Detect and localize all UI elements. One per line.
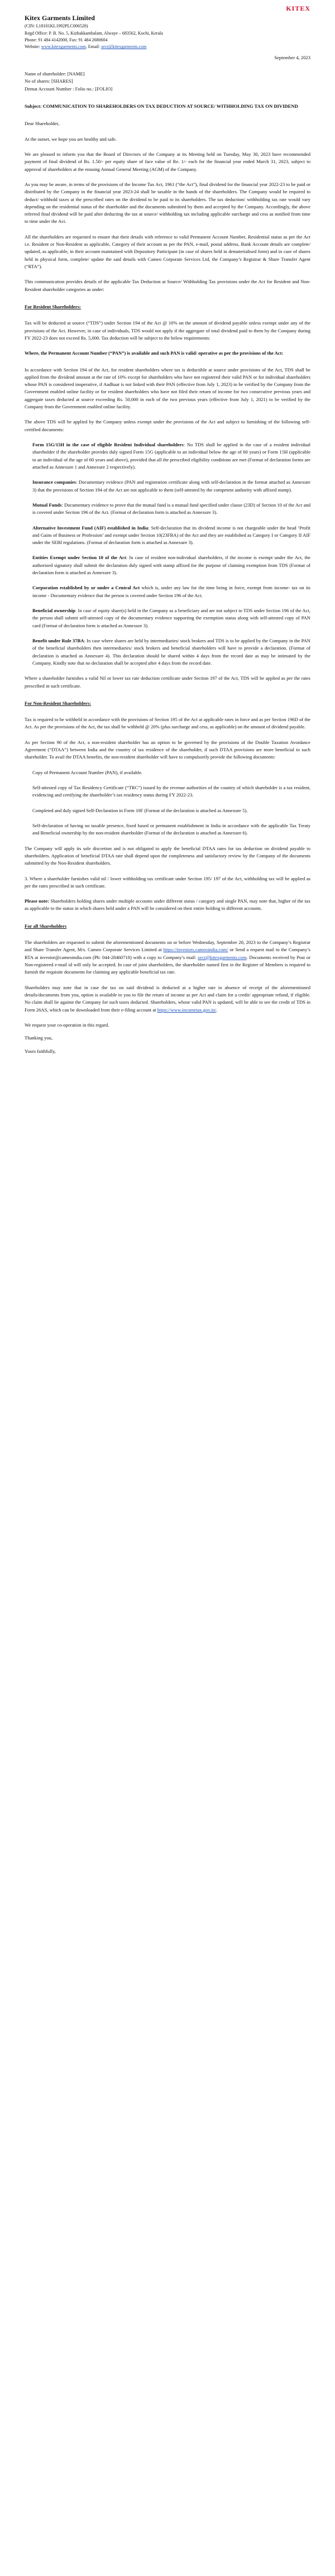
nonresident-doc-trc: Self-attested copy of Tax Residency Certificate (“TRC”) issued by the revenue authorities of the country of which shareholder is a tax resident, evidencing and certifying the shareholder’s tax residency status during FY 2022-23. [32,785,310,798]
cooperation-line: We request your co-operation in this regard. [25,1022,109,1028]
all-paragraph-1-part-c: . Documents received by Post or Non-registered e-mail id will only be accepted. In case of joint shareholders, the shareholder named first in the Register of Members is required to furnish the requisite documents for claiming any applicable beneficial tax rate. [25,954,310,975]
subject-text: COMMUNICATION TO SHAREHOLDERS ON TAX DEDUCTION AT SOURCE/ WITHHOLDING TAX ON DIVIDEND [42,103,298,109]
aif-label: Alternative Investment Fund (AIF) established in India [32,524,149,531]
entities-text: : In case of resident non-individual shareholders, if the income is exempt under the Act, the authorized signatory shall submit the declaration duly signed with stamp affixed for the purpose of claiming exemption from TDS (Format of declaration form is attached as Annexure 3). [32,555,310,576]
subject-line [25,103,310,110]
company-web-email [25,44,310,50]
shareholder-details [25,70,310,93]
all-paragraph-2-part-b: . [216,1006,218,1013]
entities-item [32,554,310,576]
insurance-text: : Documentary evidence (PAN and registration certificate along with self-declaration in the format attached as Annexure 3) that the provisions of Section 194 of the Act are not applicable to them (self-attested by the competent authority with affixed stamp). [32,479,310,493]
company-contact: Phone: 91 484 4142000, Fax: 91 484 2680604 [25,37,108,42]
rule37ba-text: : In case where shares are held by intermediaries/ stock brokers and TDS is to be applied by the Company in the PAN of the beneficial shareholders then intermediaries/ stock brokers and beneficial shareholders will have to provide a declaration. (Format of declaration is attached as Annexure 4). This declaration should be shared within 4 days from the record date as may be intimated by the Company. Kindly note that no declaration shall be accepted after 4 days from the record date. [32,637,310,666]
letter-page [0,0,335,1061]
greeting: At the outset, we hope you are healthy and safe. [25,136,117,142]
letterhead [25,13,310,51]
beneficial-text: : In case of equity share(s) held in the Company as a beneficiary and are not subject to TDS under Section 196 of the Act, the person shall submit self-attested copy of the documentary evidence supporting the exemption status along with self-attested copy of PAN card (Format of declaration form is attached as Annexure 3). [32,608,310,628]
website-link[interactable]: www.kitexgarments.com [41,44,86,50]
corporation-text: which is, under any law for the time being in force, exempt from income- tax on its income - Documentary evidence that the person is covered under Section 196 of the Act. [32,585,311,598]
form15-item [32,441,310,471]
website-prefix: Website: [25,44,40,50]
mutual-fund-text: : Documentary evidence to prove that the mutual fund is a mutual fund specified under clause (23D) of Section 10 of the Act and is covered under Section 196 of the Act. (Format of declaration form is attached as Annexure 3). [32,502,311,516]
nonresident-heading: For Non-Resident Shareholders: [25,700,92,706]
please-note-label: Please note: [25,898,49,904]
rule37ba-label: Benefit under Rule 37BA [32,637,84,643]
form15-label: Form 15G/15H in the case of eligible Resident Individual shareholders [32,442,184,447]
all-paragraph-2 [25,984,310,1014]
entities-label: Entities Exempt under Section 10 of the Act [32,555,126,561]
incometax-link[interactable]: https://www.incometax.gov.in/ [157,1006,217,1013]
intro-paragraph-1: We are pleased to inform you that the Board of Directors of the Company at its Meeting held on Tuesday, May 30, 2023 have recommended payment of final dividend of Rs. 1.50/- per equity share of face value of Re. 1/- each for the financial year ended March 31, 2023, subject to approval of shareholders at the ensuing Annual General Meeting (AGM) of the Company. [25,151,310,172]
all-paragraph-2-part-a: Shareholders may note that in case the tax on said dividend is deducted at a higher rate in absence of receipt of the aforementioned details/documents from you, option is available to you to file the return of income as per Act and claim for a credit/ appropriate refund, if eligible. No claim shall lie against the Company for such taxes deducted. Shareholders, whose valid PAN is updated, will be able to see the credit of TDS in Form 26AS, which can be downloaded from their e-filing account at [25,984,310,1013]
resident-heading: For Resident Shareholders: [25,303,81,309]
beneficial-label: Beneficial ownership [32,608,75,613]
mutual-fund-label: Mutual Funds [32,502,62,508]
cameo-portal-link[interactable]: https://investors.cameoindia.com/ [163,947,228,953]
resident-paragraph-3: The above TDS will be applied by the Company unless exempt under the provisions of the Act and subject to furnishing of the following self-certified documents: [25,419,310,432]
company-mail-link[interactable]: secr@kitexgarments.com [198,954,247,960]
please-note-text: Shareholders holding shares under multiple accounts under different status / category and single PAN, may note that, higher of the tax as applicable to the status in which shares held under a PAN will be considered on their entire holding in different accounts. [25,898,311,912]
company-address: Regd Office: P. B. No. 5, Kizhakkambalam, Alwaye – 683562, Kochi, Kerala [25,30,163,36]
email-link[interactable]: secr@kitexgarments.com [101,44,147,50]
corporation-item [32,584,310,599]
thanks-line: Thanking you, [25,1035,53,1041]
pan-callout: Where, the Permanent Account Number (“PAN”) is available and such PAN is valid/ operative as per the provisions of the Act: [25,350,284,356]
nonresident-paragraph-4: 3. Where a shareholder furnishes valid nil / lower withholding tax certificate under Section 195/ 197 of the Act, withholding tax will be applied as per the rates prescribed in such certificate. [25,875,310,889]
form15-text: : No TDS shall be applied in the case of a resident individual shareholder if the shareholder provides duly signed Form 15G (applicable to an individual below the age of 60 years) or Form 15H (applicable to an individual of the age of 60 years and above), provided that all the prescribed eligibility conditions are met (Format of declaration forms are attached as Annexure 1 and Annexure 2 respectively). [32,442,310,470]
mutual-fund-item [32,502,310,517]
letter-date: September 4, 2023 [274,54,310,60]
resident-paragraph-4: Where a shareholder furnishes a valid Nil or lower tax rate deduction certificate under Section 197 of the Act, TDS will be applied as per the rates prescribed in such certificate. [25,675,310,689]
salutation: Dear Shareholder, [25,121,60,127]
all-paragraph-1-part-b: or Send a request mail to the Company’s RTA at investor@cameoindia.com (Ph: 044-28460718) with a copy to Company’s mail: [25,947,311,960]
rule37ba-item [32,637,310,667]
nonresident-doc-pan: Copy of Permanent Account Number (PAN), if available. [32,769,143,775]
aif-item [32,524,310,547]
shareholder-name: Name of shareholder: [NAME] [25,71,85,77]
subject-label: Subject: [25,103,42,109]
nonresident-paragraph-1: Tax is required to be withheld in accordance with the provisions of Section 195 of the Act at applicable rates in force and as per Section 196D of the Act. As per the provisions of the Act, the tax shall be withheld @ 20% (plus surcharge and cess, as applicable) on the amount of dividend payable. [25,717,310,730]
insurance-label: Insurance companies [32,479,76,485]
intro-paragraph-2: As you may be aware, in terms of the provisions of the Income Tax Act, 1961 (“the Act”), final dividend for the financial year 2022-23 to be paid or distributed by the Company in the financial year 2023-24 shall be taxable in the hands of the shareholders. The Company would be required to deduct/ withhold taxes at the prescribed rates on the dividend to be paid to its shareholders. The tax deduction/ withholding tax rate would vary depending on the residential status of the shareholder and the documents submitted by them and accepted by the Company. Accordingly, the above referred final dividend will be paid after deducting the tax at source/ withholding tax including applicable surcharge and cess as notified from time to time under the Act. [25,181,310,225]
all-paragraph-1-part-a: The shareholders are requested to submit the aforementioned documents on or before Wednesday, September 20, 2023 to the Company’s Registrar and Share Transfer Agent, M/s. Cameo Corporate Services Limited at [25,939,310,953]
shareholder-demat: Demat Account Number : Folio no.: [FOLIO] [25,85,113,92]
aif-text: : Self-declaration that its dividend income is not chargeable under the head ‘Profit and Gains of Business or Profession’ and exempt under Section 10(23FBA) of the Act and they are established as Category I or Category II AIF under the SEBI regulations. (Format of declaration form is attached as Annexure 3). [32,524,310,546]
email-prefix: , Email: [85,44,100,50]
resident-paragraph-2: In accordance with Section 194 of the Act, for resident shareholders where tax is deductible at source under provisions of the Act, TDS shall be applied from the dividend amount at the rate of 10% except for shareholders who have not registered their valid PAN or for individual shareholders whose PAN is considered inoperative, if Aadhaar is not linked with their PAN (effective from July 1, 2023) to be verified by the Company from the Government enabled online facility or for resident shareholders who have not filed their return of income for two consecutive previous years and aggregate taxes deducted at source exceeding Rs. 50,000 in each of the two previous years (effective from July 1, 2021) to be verified by the Company from the Government enabled online facility. [25,366,310,410]
all-shareholders-heading: For all Shareholders [25,923,67,929]
company-cin: (CIN: L18101KL1992PLC006528) [25,23,88,29]
corporation-label: Corporation established by or under a Central Act [32,585,140,591]
intro-paragraph-4: This communication provides details of the applicable Tax Deduction at Source/ Withholding Tax provisions under the Act for Resident and Non-Resident shareholder categories as under: [25,279,310,292]
company-name: Kitex Garments Limited [25,13,95,22]
nonresident-doc-form10f: Completed and duly signed Self-Declaration in Form 10F (Format of the declaration is attached as Annexure 5). [32,807,248,813]
all-paragraph-1 [25,939,310,976]
beneficial-item [32,607,310,629]
nonresident-doc-declaration: Self-declaration of having no taxable presence, fixed based or permanent establishment in India in accordance with the applicable Tax Treaty and Beneficial ownership by the non-resident shareholder (Format of the declaration is attached as Annexure 6). [32,822,310,836]
nonresident-paragraph-3: The Company will apply its sole discretion and is not obligated to apply the beneficial DTAA rates for tax deduction on dividend payable to shareholders. Application of beneficial DTAA rate shall depend upon the completeness and satisfactory review by the Company of the documents submitted by the Non-Resident shareholders. [25,845,310,866]
signoff-line: Yours faithfully, [25,1048,56,1054]
shareholder-shares: No of shares: [SHARES] [25,78,73,84]
brand-logo: KITEX [286,4,310,12]
intro-paragraph-3: All the shareholders are requested to ensure that their details with reference to valid Permanent Account Number, Residential status as per the Act i.e. Resident or Non-Resident as applicable, Category of their account as per the PAN, e-mail, postal address, Bank Account details are complete/ updated, as applicable, in their account maintained with Depository Participant (in case of shares held in dematerialised form) and in case of shares held in physical form, complete/ update the said details with Cameo Corporate Services Ltd, the Company’s Registrar & Share Transfer Agent (“RTA”). [25,233,310,269]
resident-paragraph-1: Tax will be deducted at source (“TDS”) under Section 194 of the Act @ 10% on the amount of dividend payable unless exempt under any of the provisions of the Act. However, in case of individuals, TDS would not apply if the aggregate of total dividend paid to them by the Company during FY 2022-23 does not exceed Rs. 5,000. Tax deduction will be subject to the below requirements: [25,320,310,341]
nonresident-paragraph-2: As per Section 90 of the Act, a non-resident shareholder has an option to be governed by the provisions of the Double Taxation Avoidance Agreement (“DTAA”) between India and the country of tax residence of the shareholder, if such DTAA provisions are more beneficial to such shareholder. To avail the DTAA benefits, the non-resident shareholder will have to compulsorily provide the following documents: [25,739,310,760]
please-note [25,898,310,913]
insurance-item [32,479,310,494]
